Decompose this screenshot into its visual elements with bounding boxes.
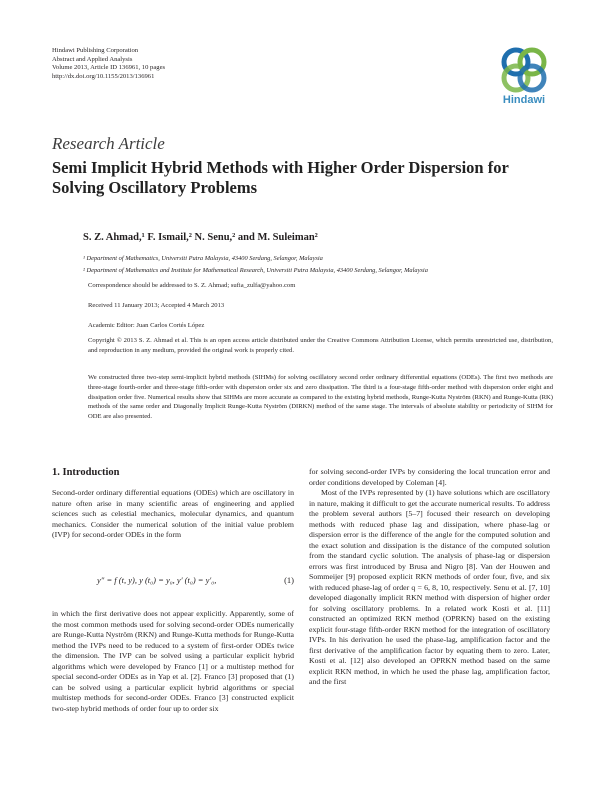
publisher-name: Hindawi Publishing Corporation xyxy=(52,47,139,54)
paragraph-text: Second-order ordinary differential equations (ODEs) which are oscillatory in nature often arise in many scientific areas of engineering and applied sciences such as celestial mechanics, molecular dynamics, and quantum mechanics. Consider the numerical solution of the initial value problem (IVP) for second-order ODEs in the form xyxy=(52,488,294,539)
section-heading-introduction: 1. Introduction xyxy=(52,467,120,478)
affiliations xyxy=(83,253,563,277)
logo-wordmark: Hindawi xyxy=(502,94,546,106)
right-column xyxy=(309,467,550,688)
paragraph-continuation: for solving second-order IVPs by considering the local truncation error and order conditions developed by Coleman [4]. xyxy=(309,467,550,487)
equation-1 xyxy=(52,571,294,593)
copyright-notice: Copyright © 2013 S. Z. Ahmad et al. This is an open access article distributed under the Creative Commons Attribution License, which permits unrestricted use, distribution, and reproduction in any medium, provided the original work is properly cited. xyxy=(88,337,553,354)
publication-info xyxy=(52,47,165,81)
volume-line: Volume 2013, Article ID 136961, 10 pages xyxy=(52,64,166,72)
correspondence-line: Correspondence should be addressed to S. Z. Ahmad; sufia_zulfa@yahoo.com xyxy=(88,282,296,289)
abstract-text: We constructed three two-step semi-implicit hybrid methods (SIHMs) for solving oscillatory second order ordinary differential equations (ODEs). The first two methods are three-stage fourth-order and three-stage fifth-order with dispersion order six and zero dissipation. The third is a four-stage fifth-order method with dispersion order eight and dissipation order five. Numerical results show that SIHMs are more accurate as compared to the existing hybrid methods, Runge-Kutta Nyström (RKN) and Runge-Kutta (RK) methods of the same order and Diagonally Implicit Runge-Kutta Nyström (DIRKN) method of the same stage. The intervals of absolute stability or periodicity of SIHM for ODE are also presented. xyxy=(88,374,553,421)
journal-name: Abstract and Applied Analysis xyxy=(52,55,133,63)
affiliation-1: ¹ Department of Mathematics, Universiti Putra Malaysia, 43400 Serdang, Selangor, Malaysia xyxy=(83,255,323,262)
doi-link[interactable]: http://dx.doi.org/10.1155/2013/136961 xyxy=(52,72,155,80)
equation-expression: y″ = f (t, y), y (t₀) = y₀, y′ (t₀) = y′₀, xyxy=(97,575,217,585)
article-type: Research Article xyxy=(52,134,165,153)
paper-title: Semi Implicit Hybrid Methods with Higher Order Dispersion for Solving Oscillatory Problems xyxy=(52,158,509,197)
hindawi-logo-icon xyxy=(494,44,554,94)
equation-number: (1) xyxy=(284,575,294,585)
intro-paragraph-2 xyxy=(52,609,294,714)
author-list: S. Z. Ahmad,¹ F. Ismail,² N. Senu,² and M. Suleiman² xyxy=(83,232,318,243)
intro-paragraph-1 xyxy=(52,488,294,541)
hindawi-logo xyxy=(494,44,554,114)
affiliation-2: ² Department of Mathematics and Institute for Mathematical Research, Universiti Putra Malaysia, 43400 Serdang, Selangor, Malaysia xyxy=(83,267,428,274)
paragraph-text: in which the first derivative does not appear explicitly. Apparently, some of the most common methods used for solving second-order ODEs numerically are Runge-Kutta Nyström (RKN) and Runge-Kutta methods for Runge-Kutta method the IVPs need to be reduced to a system of first-order ODEs twice the dimension. The IVP can be solved using a particular explicit hybrid algorithms which were developed by Franco [1] or a multistep method for special second-order ODEs as in Yap et al. [2]. Franco [3] proposed that (1) can be solved using a particular explicit hybrid algorithms or special multistep methods for second-order ODEs. Franco [3] constructed explicit two-step hybrid methods of order four up to order six xyxy=(52,609,294,713)
received-accepted-dates: Received 11 January 2013; Accepted 4 March 2013 xyxy=(88,302,225,309)
academic-editor: Academic Editor: Juan Carlos Cortés López xyxy=(88,322,205,329)
paragraph-3: Most of the IVPs represented by (1) have solutions which are oscillatory in nature, making it difficult to get the accurate numerical results. To address the problem several authors [5–7] focused their research on developing methods with reduced phase lag and dissipation, where phase-lag or dispersion error is the difference of the angle for the computed solution and the exact solution and dissipation is the distance of the computed solution from the standard cyclic solution. The analysis of phase-lag or dispersion errors was first introduced by Brusa and Nigro [8]. Van der Houwen and Sommeijer [9] proposed explicit RKN methods of order four, five, and six with reduced phase-lag of order q = 6, 8, 10, respectively. Senu et al. [7, 10] developed diagonally implicit RKN method with dispersion of higher order for solving oscillatory problems. In a related work Kosti et al. [11] constructed an optimized RKN method (OPRKN) based on the existing explicit four-stage fifth-order RKN method for the integration of oscillatory IVPs. In his derivation he used the phase-lag, amplification factor and the first derivative of the amplification factor by equating them to zero. Later, Kosti et al. [12] also developed an OPRKN method based on the same explicit RKN method, in which he used the phase lag, amplification factor, and the first xyxy=(309,488,550,686)
